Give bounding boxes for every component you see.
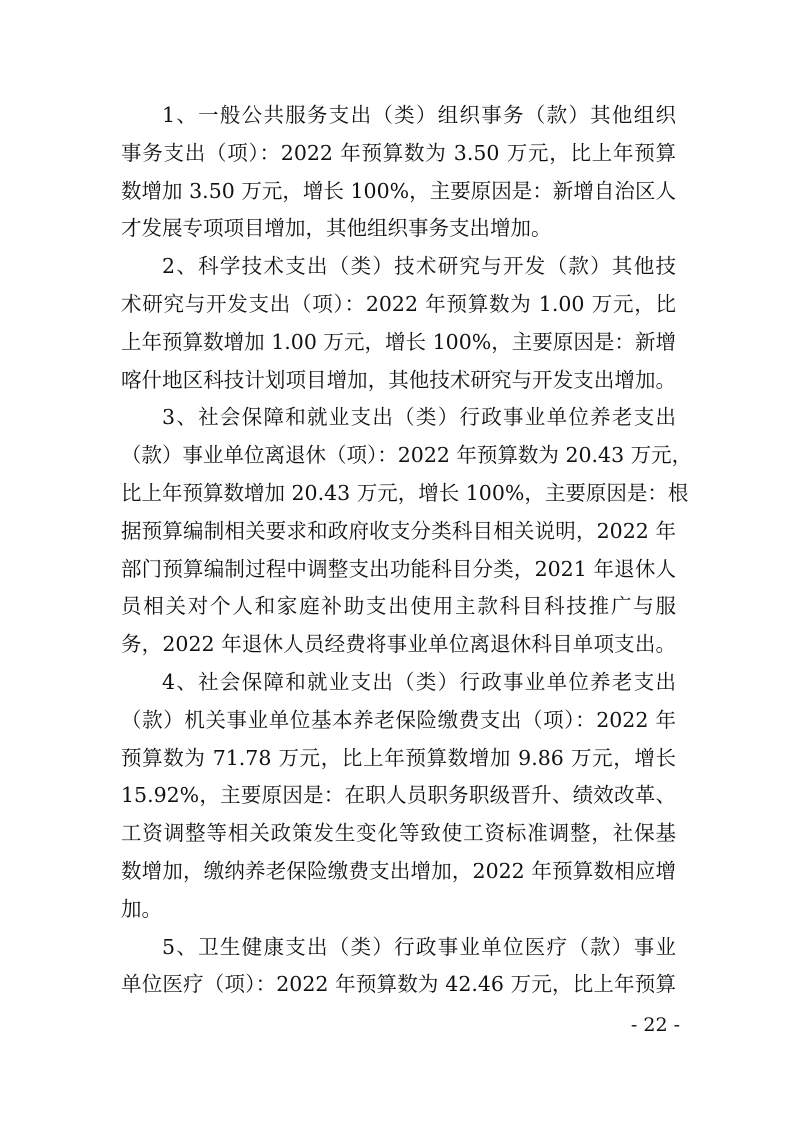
body-text [121,97,693,1004]
paragraph-line: 4、社会保障和就业支出（类）行政事业单位养老支出 [162,669,676,694]
paragraph-4 [121,664,676,929]
paragraph-line: 2、科学技术支出（类）技术研究与开发（款）其他技 [162,254,676,279]
paragraph-3 [121,399,693,664]
paragraph-line: 工资调整等相关政策发生变化等致使工资标准调整，社保基 [121,821,676,846]
paragraph-line: 上年预算数增加 1.00 万元，增长 100%，主要原因是：新增 [121,329,676,354]
paragraph-line: 员相关对个人和家庭补助支出使用主款科目科技推广与服 [121,594,676,619]
paragraph-1 [121,97,676,248]
paragraph-line: 加。 [121,896,162,921]
paragraph-line: 部门预算编制过程中调整支出功能科目分类，2021 年退休人 [121,556,676,581]
paragraph-line: 3、社会保障和就业支出（类）行政事业单位养老支出 [162,405,676,430]
paragraph-line: 数增加 3.50 万元，增长 100%，主要原因是：新增自治区人 [121,178,676,203]
paragraph-line: 数增加，缴纳养老保险缴费支出增加，2022 年预算数相应增 [121,858,676,883]
paragraph-line: （款）事业单位离退休（项）：2022 年预算数为 20.43 万元， [121,443,693,468]
page-number: - 22 - [630,1014,680,1036]
paragraph-line: 事务支出（项）：2022 年预算数为 3.50 万元，比上年预算 [121,140,676,165]
paragraph-line: 5、卫生健康支出（类）行政事业单位医疗（款）事业 [162,934,676,959]
paragraph-line: 务，2022 年退休人员经费将事业单位离退休科目单项支出。 [121,632,676,657]
paragraph-line: 据预算编制相关要求和政府收支分类科目相关说明，2022 年 [121,518,676,543]
paragraph-line: 术研究与开发支出（项）：2022 年预算数为 1.00 万元，比 [121,291,676,316]
paragraph-line: 喀什地区科技计划项目增加，其他技术研究与开发支出增加。 [121,367,676,392]
paragraph-line: 单位医疗（项）：2022 年预算数为 42.46 万元，比上年预算 [121,972,676,997]
paragraph-5 [121,929,676,1005]
paragraph-line: 预算数为 71.78 万元，比上年预算数增加 9.86 万元，增长 [121,745,676,770]
paragraph-line: 才发展专项项目增加，其他组织事务支出增加。 [121,216,552,241]
paragraph-line: 15.92%，主要原因是：在职人员职务职级晋升、绩效改革、 [121,783,676,808]
paragraph-line: 比上年预算数增加 20.43 万元，增长 100%，主要原因是：根 [121,480,689,505]
paragraph-line: 1、一般公共服务支出（类）组织事务（款）其他组织 [162,103,676,127]
paragraph-line: （款）机关事业单位基本养老保险缴费支出（项）：2022 年 [121,707,676,732]
paragraph-2 [121,248,676,399]
